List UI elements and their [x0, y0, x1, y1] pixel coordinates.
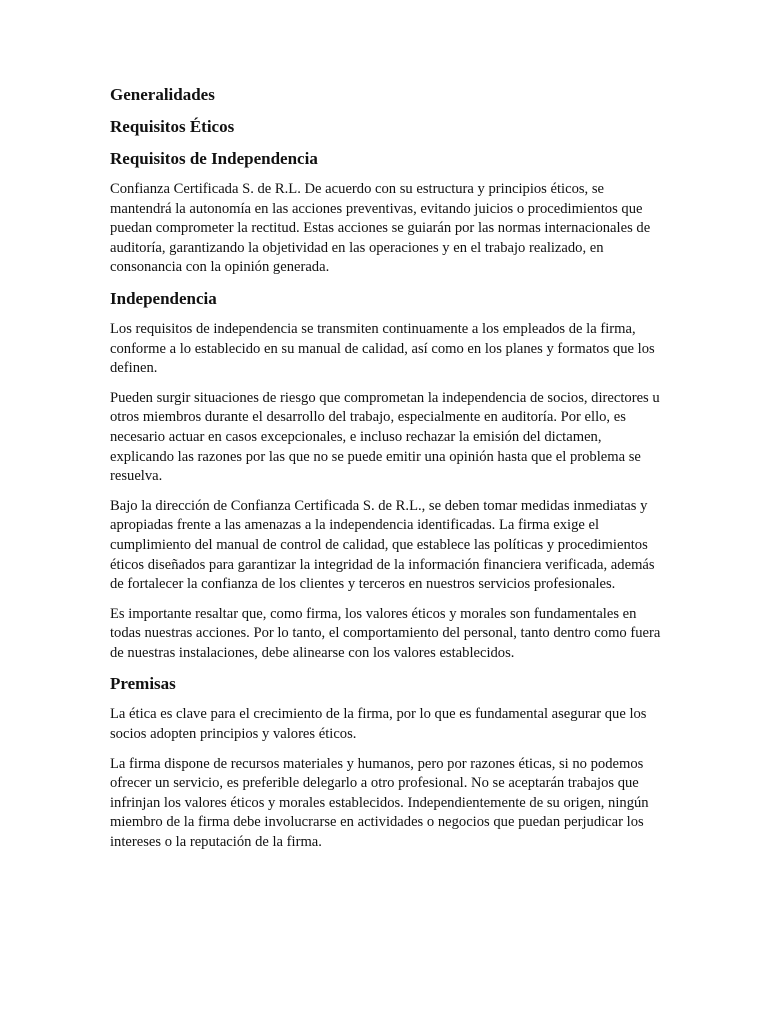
paragraph-etica-crecimiento: La ética es clave para el crecimiento de la firma, por lo que es fundamental asegurar que los socios adopten principios y valores éticos. [110, 706, 647, 743]
paragraph-confianza-certificada: Confianza Certificada S. de R.L. De acuerdo con su estructura y principios éticos, se mantendrá la autonomía en las acciones preventivas, evitando juicios o procedimientos que puedan comprometer la rectitud. Estas acciones se guiarán por las normas internacionales de auditoría, garantizando la objetividad en las operaciones y en el trabajo realizado, en consonancia con la opinión generada. [110, 181, 651, 276]
paragraph-medidas-direccion: Bajo la dirección de Confianza Certificada S. de R.L., se deben tomar medidas inmediatas y apropiadas frente a las amenazas a la independencia identificadas. La firma exige el cumplimiento del manual de control de calidad, que establece las políticas y procedimientos éticos diseñados para garantizar la integridad de la información financiera verificada, además de fortalecer la confianza de los clientes y terceros en nuestros servicios profesionales. [110, 497, 655, 593]
paragraph-situaciones-riesgo: Pueden surgir situaciones de riesgo que comprometan la independencia de socios, directores u otros miembros durante el desarrollo del trabajo, especialmente en auditoría. Por ello, es necesario actuar en casos excepcionales, e incluso rechazar la emisión del dictamen, explicando las razones por las que no se puede emitir una opinión hasta que el problema se resuelva. [110, 389, 660, 485]
paragraph-valores-eticos: Es importante resaltar que, como firma, los valores éticos y morales son fundamentales en todas nuestras acciones. Por lo tanto, el comportamiento del personal, tanto dentro como fuera de nuestras instalaciones, debe alinearse con los valores establecidos. [110, 605, 661, 661]
heading-requisitos-eticos: Requisitos Éticos [110, 117, 235, 136]
paragraph-requisitos-transmision: Los requisitos de independencia se transmiten continuamente a los empleados de la firma, conforme a lo establecido en su manual de calidad, así como en los planes y formatos que los definen. [110, 320, 655, 377]
paragraph-recursos-firma: La firma dispone de recursos materiales y humanos, pero por razones éticas, si no podemos ofrecer un servicio, es preferible delegarlo a otro profesional. No se aceptarán trabajos que infrinjan los valores éticos y morales establecidos. Independientemente de su origen, ningún miembro de la firma debe involucrarse en actividades o negocios que puedan perjudicar los intereses o la reputación de la firma. [110, 755, 649, 851]
document-page [110, 84, 662, 863]
heading-generalidades: Generalidades [110, 85, 215, 104]
heading-premisas: Premisas [110, 674, 176, 694]
heading-independencia: Independencia [110, 288, 217, 308]
heading-requisitos-independencia: Requisitos de Independencia [110, 149, 318, 168]
